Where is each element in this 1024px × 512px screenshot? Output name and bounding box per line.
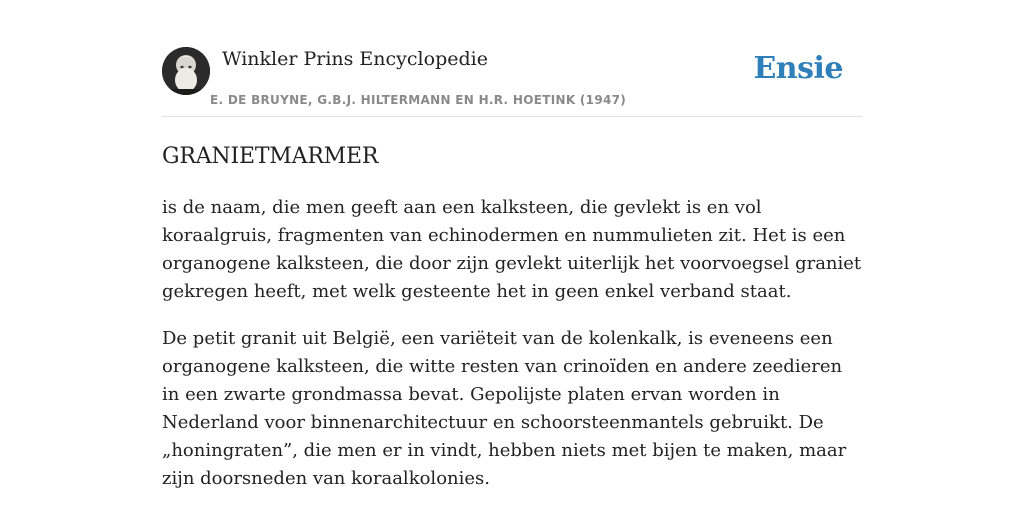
article-body xyxy=(162,194,862,493)
article-paragraph: is de naam, die men geeft aan een kalksteen, die gevlekt is en vol koraalgruis, fragmenten van echinodermen en nummulieten zit. Het is een organogene kalksteen, die door zijn gevlekt uiterlijk het voorvoegsel graniet gekregen heeft, met welk gesteente het in geen enkel verband staat. xyxy=(162,197,862,302)
article-title: GRANIETMARMER xyxy=(162,144,379,169)
brand-logo[interactable]: Ensie xyxy=(753,51,843,86)
article-paragraph: De petit granit uit België, een variëteit van de kolenkalk, is eveneens een organogene kalksteen, die witte resten van crinoïden en andere zeedieren in een zwarte grondmassa bevat. Gepolijste platen ervan worden in Nederland voor binnenarchitectuur en schoorsteenmantels gebruikt. De „honingraten”, die men er in vindt, hebben niets met bijen te maken, maar zijn doorsneden van koraalkolonies. xyxy=(162,328,847,489)
header xyxy=(162,0,862,117)
avatar[interactable] xyxy=(162,47,210,95)
page xyxy=(162,0,862,493)
site-title[interactable]: Winkler Prins Encyclopedie xyxy=(222,48,488,70)
portrait-avatar-icon xyxy=(162,47,210,95)
authors-line: E. DE BRUYNE, G.B.J. HILTERMANN EN H.R. HOETINK (1947) xyxy=(210,93,627,107)
